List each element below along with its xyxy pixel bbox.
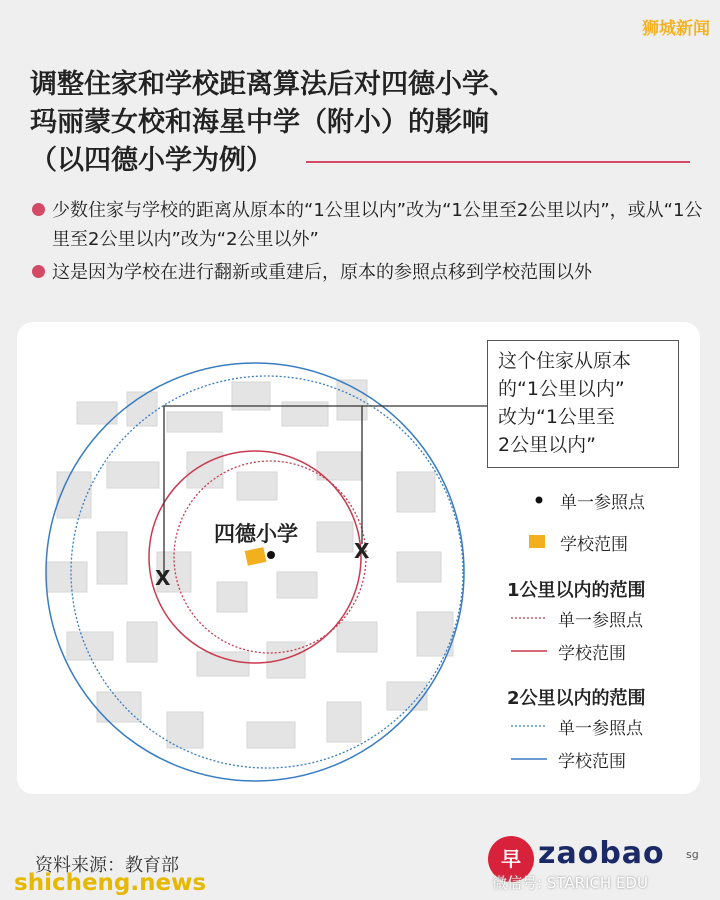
zaobao-logo-icon: 早 — [488, 836, 534, 882]
legend-2km-single-point: 单一参照点 — [558, 719, 643, 739]
callout-line-4: 2公里以内” — [498, 434, 596, 456]
title-divider — [306, 161, 690, 163]
legend-2km-title: 2公里以内的范围 — [507, 688, 646, 709]
legend-school-icon — [529, 535, 545, 548]
legend-1km-school-area: 学校范围 — [558, 644, 626, 664]
callout-line-1: 这个住家从原本 — [498, 350, 632, 372]
legend-single-point: 单一参照点 — [560, 493, 645, 513]
bullet-list — [30, 196, 710, 291]
map-panel — [17, 322, 700, 794]
legend-school-area: 学校范围 — [560, 535, 628, 555]
bullet-text: 少数住家与学校的距离从原本的“1公里以内”改为“1公里至2公里以内”，或从“1公里至2公里以内”改为“2公里以外” — [52, 200, 703, 250]
title-line-1: 调整住家和学校距离算法后对四德小学、 — [30, 69, 516, 100]
wechat-watermark: 微信号: STARICH EDU — [492, 874, 648, 892]
zaobao-logo-suffix: sg — [686, 848, 699, 861]
title-line-2: 玛丽蒙女校和海星中学（附小）的影响 — [30, 107, 489, 138]
bullet-text: 这是因为学校在进行翻新或重建后，原本的参照点移到学校范围以外 — [52, 262, 592, 283]
zaobao-logo-text: zaobao — [538, 836, 665, 871]
home-x-mark-left: X — [155, 566, 171, 590]
callout-line-2: 的“1公里以内” — [498, 378, 625, 400]
legend-1km-single-point: 单一参照点 — [558, 611, 643, 631]
school-name-label: 四德小学 — [214, 522, 298, 546]
legend-point-icon — [536, 497, 543, 504]
bullet-item — [30, 258, 710, 287]
school-area-mark — [245, 547, 267, 566]
callout-line-3: 改为“1公里至 — [498, 406, 615, 428]
watermark-bottom: shicheng.news — [14, 870, 207, 896]
brand-watermark-top: 狮城新闻 — [642, 19, 710, 39]
legend-2km-school-area: 学校范围 — [558, 752, 626, 772]
bullet-item — [30, 196, 710, 254]
reference-point-mark — [267, 551, 275, 559]
title-line-3: （以四德小学为例） — [30, 145, 273, 176]
bullet-dot-icon — [32, 265, 45, 278]
source-note: 资料来源：教育部 — [35, 855, 179, 876]
legend-1km-title: 1公里以内的范围 — [507, 580, 646, 601]
home-x-mark-right: X — [354, 539, 370, 563]
bullet-dot-icon — [32, 203, 45, 216]
callout-box — [487, 340, 679, 468]
